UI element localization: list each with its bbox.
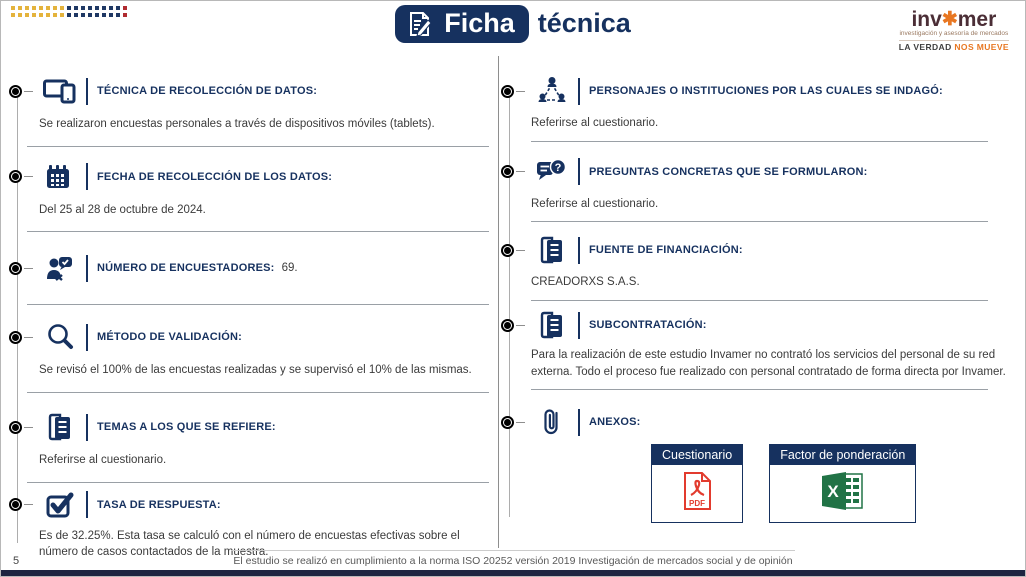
page-title-rest: técnica <box>537 8 631 39</box>
item-title: MÉTODO DE VALIDACIÓN: <box>97 331 242 344</box>
title-divider-bar <box>578 237 580 264</box>
bullet-dash <box>24 176 33 177</box>
item-body: Del 25 al 28 de octubre de 2024. <box>39 203 206 216</box>
magnifier-icon <box>41 321 79 353</box>
bullet-dash <box>24 268 33 269</box>
pdf-file-icon[interactable] <box>678 470 716 517</box>
title-divider-bar <box>86 324 88 351</box>
attachment-label: Cuestionario <box>652 445 742 465</box>
documents-icon <box>533 234 571 266</box>
question-chat-icon <box>533 156 571 188</box>
item-body: Referirse al cuestionario. <box>531 197 659 210</box>
documents-icon <box>533 309 571 341</box>
center-divider <box>498 56 499 548</box>
right-column <box>501 61 1021 523</box>
title-divider-bar <box>86 163 88 190</box>
star-icon: ✱ <box>941 9 958 30</box>
svg-text:?: ? <box>554 161 562 174</box>
item-body: Se realizaron encuestas personales a través de dispositivos móviles (tablets). <box>39 118 435 130</box>
timeline-bullet <box>9 262 22 275</box>
bullet-dash <box>516 422 525 423</box>
title-divider-bar <box>86 414 88 441</box>
item-title: FUENTE DE FINANCIACIÓN: <box>589 244 743 257</box>
item-title: NÚMERO DE ENCUESTADORES: <box>97 262 275 275</box>
bullet-dash <box>516 250 525 251</box>
bullet-dash <box>24 91 33 92</box>
timeline-bullet <box>501 416 514 429</box>
item-title: TEMAS A LOS QUE SE REFIERE: <box>97 421 276 434</box>
title-divider-bar <box>86 491 88 518</box>
title-divider-bar <box>578 312 580 339</box>
timeline-bullet <box>501 165 514 178</box>
interviewer-icon <box>41 252 79 284</box>
item-preguntas <box>531 142 1021 223</box>
item-tecnica-recoleccion <box>39 61 491 147</box>
invamer-logo <box>899 9 1009 51</box>
page-number: 5 <box>13 555 20 567</box>
timeline-bullet <box>501 85 514 98</box>
bullet-dash <box>24 427 33 428</box>
item-anexos <box>531 390 1021 523</box>
svg-text:PDF: PDF <box>689 499 706 509</box>
item-body: Es de 32.25%. Esta tasa se calculó con el número de encuestas efectivas sobre el número de casos contactados de la muestra. <box>39 529 460 559</box>
logo-subtitle: investigación y asesoría de mercados <box>899 31 1009 41</box>
title-divider-bar <box>578 78 580 105</box>
invamer-wordmark: inv✱mer <box>911 8 997 31</box>
mobile-devices-icon <box>41 75 79 107</box>
title-box <box>395 5 529 43</box>
logo-tagline: LA VERDAD NOS MUEVE <box>898 41 1009 52</box>
timeline-bullet <box>501 244 514 257</box>
item-title: TÉCNICA DE RECOLECCIÓN DE DATOS: <box>97 85 318 97</box>
title-divider-bar <box>578 158 580 185</box>
timeline-bullet <box>9 498 22 511</box>
bullet-dash <box>516 91 525 92</box>
timeline-bullet <box>501 319 514 332</box>
excel-file-icon[interactable] <box>818 470 868 517</box>
item-title: ANEXOS: <box>589 416 641 429</box>
bullet-dash <box>24 504 33 505</box>
item-subcontratacion <box>531 301 1021 390</box>
people-network-icon <box>533 75 571 107</box>
item-value: 69. <box>281 262 298 275</box>
item-fecha-recoleccion <box>39 147 491 233</box>
attachment-factor-ponderacion[interactable] <box>769 444 916 523</box>
bullet-dash <box>24 337 33 338</box>
footer-divider <box>231 550 795 551</box>
item-personajes <box>531 61 1021 142</box>
timeline-bullet <box>9 85 22 98</box>
checkbox-icon <box>41 489 79 521</box>
item-title: PREGUNTAS CONCRETAS QUE SE FORMULARON: <box>589 165 868 178</box>
attachment-cuestionario[interactable] <box>651 444 743 523</box>
bullet-dash <box>516 171 525 172</box>
documents-icon <box>41 411 79 443</box>
item-title: FECHA DE RECOLECCIÓN DE LOS DATOS: <box>97 170 333 183</box>
page-header <box>1 5 1025 43</box>
item-body: Referirse al cuestionario. <box>39 454 167 467</box>
document-pencil-icon <box>405 9 435 39</box>
item-fuente-financiacion <box>531 222 1021 301</box>
timeline-bullet <box>9 331 22 344</box>
item-body: Referirse al cuestionario. <box>531 117 659 129</box>
bottom-accent-bar <box>1 570 1025 576</box>
item-title: SUBCONTRATACIÓN: <box>589 319 707 332</box>
timeline-bullet <box>9 170 22 183</box>
page-title-highlight: Ficha <box>444 8 515 39</box>
paperclip-icon <box>533 406 571 438</box>
item-title: PERSONAJES O INSTITUCIONES POR LAS CUALES SE INDAGÓ: <box>589 85 943 97</box>
title-divider-bar <box>578 409 580 436</box>
attachment-label: Factor de ponderación <box>770 445 915 465</box>
footer-compliance-text: El estudio se realizó en cumplimiento a la norma ISO 20252 versión 2019 Investigación de mercados social y de opinión <box>233 555 793 567</box>
item-numero-encuestadores <box>39 232 491 305</box>
item-temas <box>39 393 491 483</box>
item-body: CREADORXS S.A.S. <box>531 276 640 289</box>
attachments <box>651 444 1021 523</box>
left-column <box>9 61 491 561</box>
title-divider-bar <box>86 255 88 282</box>
svg-text:X: X <box>827 482 839 502</box>
calendar-icon <box>41 161 79 193</box>
title-divider-bar <box>86 78 88 105</box>
item-body: Se revisó el 100% de las encuestas realizadas y se supervisó el 10% de las mismas. <box>39 364 472 377</box>
item-metodo-validacion <box>39 305 491 393</box>
item-body: Para la realización de este estudio Invamer no contrató los servicios del personal de su red externa. Todo el proceso fue realizado con personal contratado de forma directa por Invamer. <box>531 349 1006 378</box>
item-title: TASA DE RESPUESTA: <box>97 498 221 511</box>
bullet-dash <box>516 325 525 326</box>
timeline-bullet <box>9 421 22 434</box>
